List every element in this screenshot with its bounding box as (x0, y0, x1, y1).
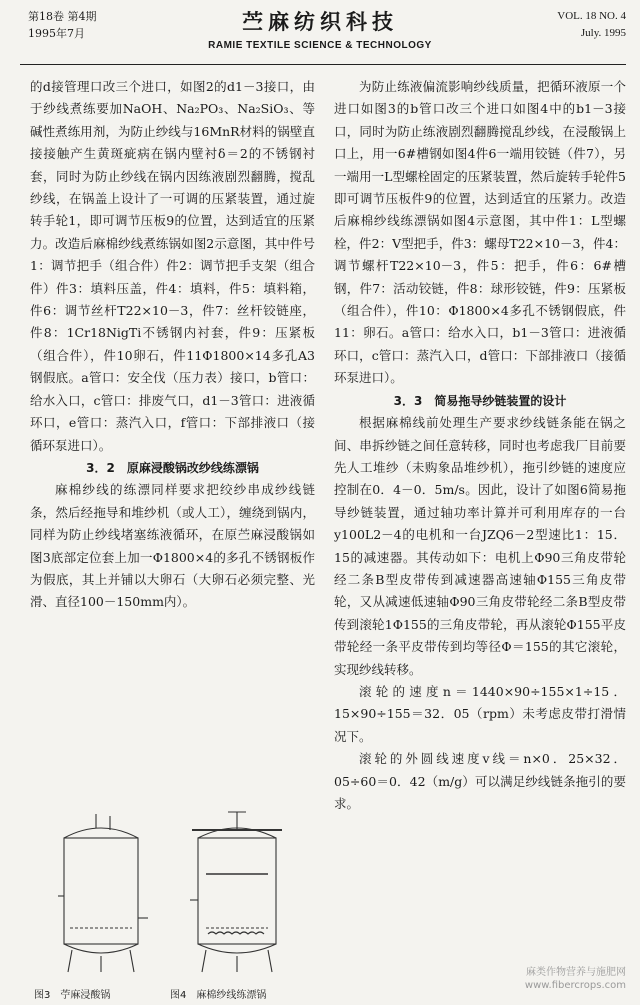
right-paragraph-3: 滚轮的速度n＝1440×90÷155×1÷15．15×90÷155＝32．05（rpm）未考虑皮带打滑情况下。 (334, 683, 626, 744)
fig3-tank-bottom (64, 944, 138, 953)
left-paragraph-2: 麻棉纱线的练漂同样要求把绞纱串成纱线链条，然后经拖导和堆纱机（或人工），缠绕到锅内，同样为防止纱线堵塞练液循环，在原苎麻浸酸锅如图3底部定位套上加一Φ1800×4的多孔不锈钢板作为假底，其上并铺以大卵石（大卵石必须完整、光滑、直径100－150mm内）。 (30, 482, 315, 610)
fig3-leg-left (68, 950, 72, 972)
fig3-leg-right (130, 950, 134, 972)
fig4-tank-bottom (198, 944, 276, 953)
right-column (334, 76, 626, 815)
page-header (0, 0, 640, 70)
fig4-leg-right (268, 950, 272, 972)
watermark-en: www.fibercrops.com (524, 980, 626, 991)
fig4-leg-left (202, 950, 206, 972)
figure-3-caption: 图3 苧麻浸酸锅 (34, 990, 111, 1001)
date-en: July. 1995 (580, 27, 626, 39)
figure-4-drawing (190, 812, 282, 972)
header-right (557, 8, 626, 42)
section-3-3-title: 3．3 简易拖导纱链装置的设计 (393, 393, 567, 408)
fig4-pebbles (208, 932, 264, 934)
left-column (30, 76, 315, 614)
site-watermark (525, 966, 626, 992)
journal-title-cn: 苎麻纺织科技 (242, 9, 398, 34)
fig3-tank-lid (64, 828, 138, 838)
volume-cn: 第18卷 第4期 (28, 10, 97, 23)
figure-4-caption: 图4 麻棉纱线练漂锅 (170, 990, 267, 1001)
right-paragraph-1: 为防止练液偏流影响纱线质量，把循环液原一个进口如图3的b管口改三个进口如图4中的b1－3接口，同时为防止练液剧烈翻腾搅乱纱线，在浸酸锅上口上，用一6#槽钢如图4件6一端用铰链（件7），另一端用一L型螺栓固定的压紧装置，然后旋转手轮件5即可调节压板件9的位置，达到适宜的压紧力。改造后麻棉纱线练漂锅如图4示意图，其中件1：L型螺栓，件2：V型把手，件3：螺母T22×10－3，件4：调节螺杆T22×10－3，件5：把手，件6：6#槽钢，件7：活动铰链，件8：球形铰链，件9：压紧板（组合件），件10：Φ1800×4多孔不锈钢假底，件11：卵石。a管口：给水入口，b1－3管口：进液循环口，c管口：蒸汽入口，d管口：下部排液口（接循环泵进口）。 (334, 79, 626, 386)
watermark-cn: 麻类作物营养与施肥网 (526, 967, 626, 978)
left-paragraph-1: 的d接管理口改三个进口，如图2的d1－3接口，由于纱线煮练要加NaOH、Na₂PO₃、Na₂SiO₃、等碱性煮练用剂，为防止纱线与16MnR材料的锅壁直接接触产生黄斑疵病在锅内壁衬δ＝2的不锈钢衬套，同时为防止纱线在锅内因练液剧烈翻腾，搅乱纱线，在锅盖上设计了一可调的压紧装置，通过旋转手轮1，即可调节压板9的位置，达到适宜的压紧力。改造后麻棉纱线煮练锅如图2示意图，其中件号1：调节把手（组合件）件2：调节把手支架（组合件）件3：填料压盖，件4：填料，件5：填料箱，件6：调节丝杆T22×10－3，件7：丝杆铰链座，件8：1Cr18NigTi不锈钢内衬套，件9：压紧板（组合件），件10卵石，件11Φ1800×14多孔A3钢假底。a管口：安全伐（压力表）接口，b管口：给水入口，c管口：排废气口，d1－3管口：进液循环口，e管口：蒸汽入口，f管口：下部排液口（接循环泵进口）。 (30, 79, 315, 453)
figure-3-drawing (58, 814, 148, 972)
header-rule (20, 64, 626, 65)
right-paragraph-4: 滚轮的外圆线速度v线＝n×0．25×32．05÷60＝0．42（m/g）可以满足纱线链条拖引的要求。 (334, 751, 626, 811)
volume-en: VOL. 18 NO. 4 (557, 10, 626, 22)
journal-title (0, 6, 640, 51)
right-paragraph-2: 根据麻棉线前处理生产要求纱线链条能在锅之间、串拆纱链之间任意转移，同时也考虑我厂目前要先人工堆纱（未购象品堆纱机），拖引纱链的速度应控制在0．4－0．5m/s。因此，设计了如图6简易拖导纱链装置，通过轴功率计算并可利用库存的一台y100L2－4的电机和一台JZQ6－2型速比1：15．15的减速器。其传动如下：电机上Φ90三角皮带轮经二条B型皮带传到减速器高速轴Φ155三角皮带轮，又从减速低速轴Φ90三角皮带轮经二条B型皮带传到滚轮1Φ155的三角皮带轮，再从滚轮Φ155平皮带轮经一条平皮带传到均等径Φ＝155的其它滚轮，实现纱线转移。 (334, 415, 626, 677)
section-3-2-title: 3．2 原麻浸酸锅改纱线练漂锅 (86, 460, 259, 475)
figures-area (30, 800, 315, 1005)
figure-drawings (30, 800, 315, 985)
journal-title-en: RAMIE TEXTILE SCIENCE & TECHNOLOGY (208, 40, 432, 51)
date-cn: 1995年7月 (28, 27, 85, 40)
